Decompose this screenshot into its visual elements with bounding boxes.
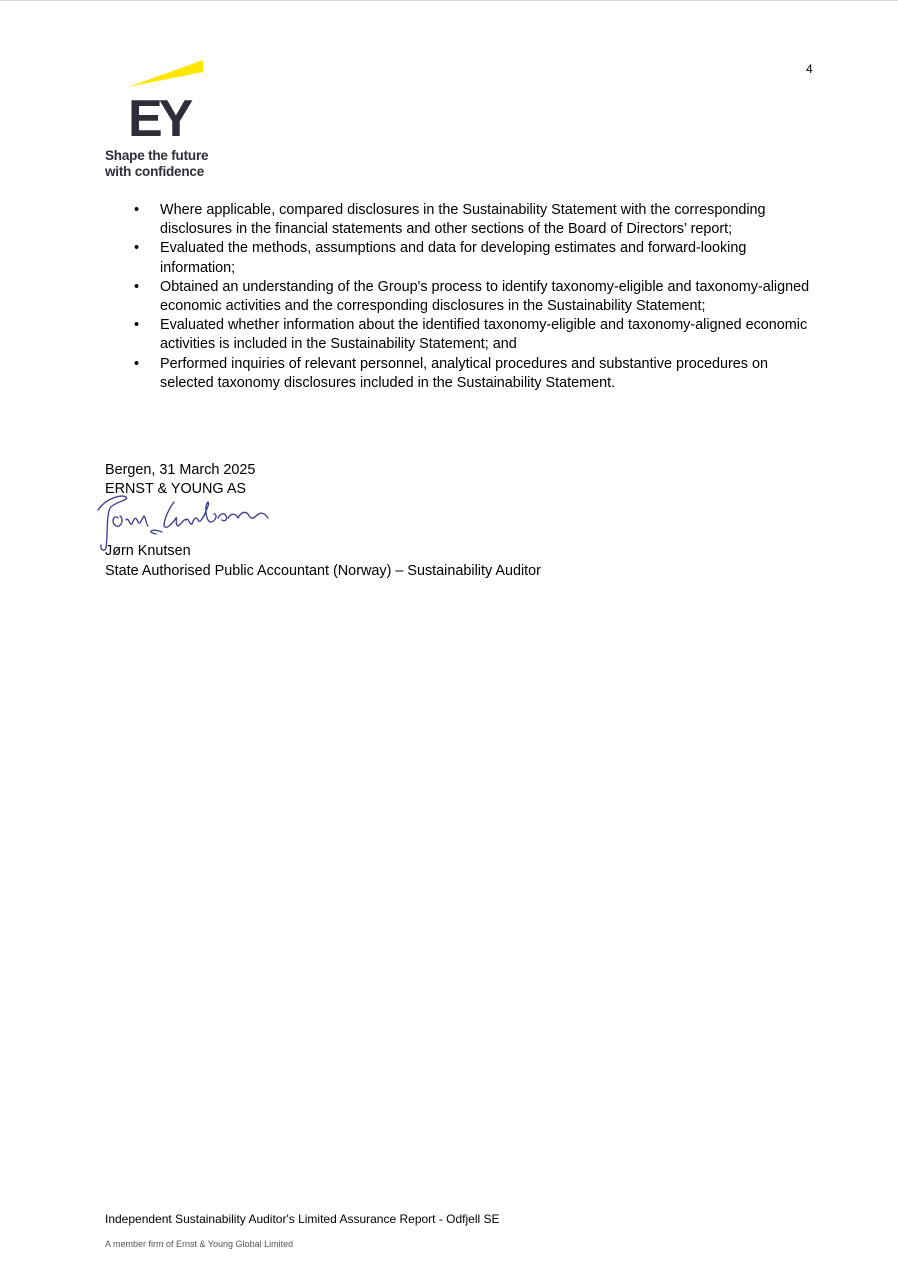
bullet-icon: • <box>134 278 140 295</box>
list-item-text: Evaluated the methods, assumptions and data for developing estimates and forward-looking information; <box>160 240 747 276</box>
list-item <box>106 239 816 277</box>
ey-logo-beam <box>128 60 203 87</box>
place-date: Bergen, 31 March 2025 <box>105 462 256 478</box>
signatory-title: State Authorised Public Accountant (Norway) – Sustainability Auditor <box>105 562 541 579</box>
list-item <box>106 316 816 354</box>
handwritten-signature <box>92 488 298 554</box>
ey-logo-mark <box>128 60 228 148</box>
footer-report-title: Independent Sustainability Auditor's Limited Assurance Report - Odfjell SE <box>105 1212 500 1226</box>
footer-member-line: A member firm of Ernst & Young Global Limited <box>105 1239 294 1249</box>
bullet-icon: • <box>134 202 140 218</box>
procedures-list <box>106 201 816 393</box>
ey-tagline <box>105 148 208 180</box>
firm-name: ERNST & YOUNG AS <box>105 481 247 498</box>
ey-tagline-line1: Shape the future <box>105 148 209 163</box>
ey-logo <box>104 60 244 184</box>
list-item <box>106 355 816 393</box>
bullet-icon: • <box>134 240 140 257</box>
list-item <box>106 201 816 239</box>
list-item-text: Evaluated whether information about the identified taxonomy-eligible and taxonomy-aligned economic activities is included in the Sustainability Statement; and <box>160 317 808 353</box>
bullet-icon: • <box>134 317 140 334</box>
list-item-text: Performed inquiries of relevant personnel, analytical procedures and substantive procedures on selected taxonomy disclosures included in the Sustainability Statement. <box>160 355 768 391</box>
ey-logo-wordmark: EY <box>128 90 190 148</box>
bullet-icon: • <box>134 355 140 372</box>
ey-tagline-line2: with confidence <box>105 164 205 179</box>
page-number: 4 <box>806 62 813 76</box>
page-top-border <box>0 0 898 1</box>
list-item-text: Obtained an understanding of the Group's process to identify taxonomy-eligible and taxonomy-aligned economic activities and the corresponding disclosures in the Sustainability Statement; <box>160 278 810 315</box>
signature-text: Jørn Knutsen <box>292 528 298 529</box>
signatory-name: Jørn Knutsen <box>105 543 191 560</box>
list-item <box>106 278 816 316</box>
list-item-text: Where applicable, compared disclosures in the Sustainability Statement with the corresponding disclosures in the financial statements and other sections of the Board of Directors’ report; <box>160 202 766 238</box>
